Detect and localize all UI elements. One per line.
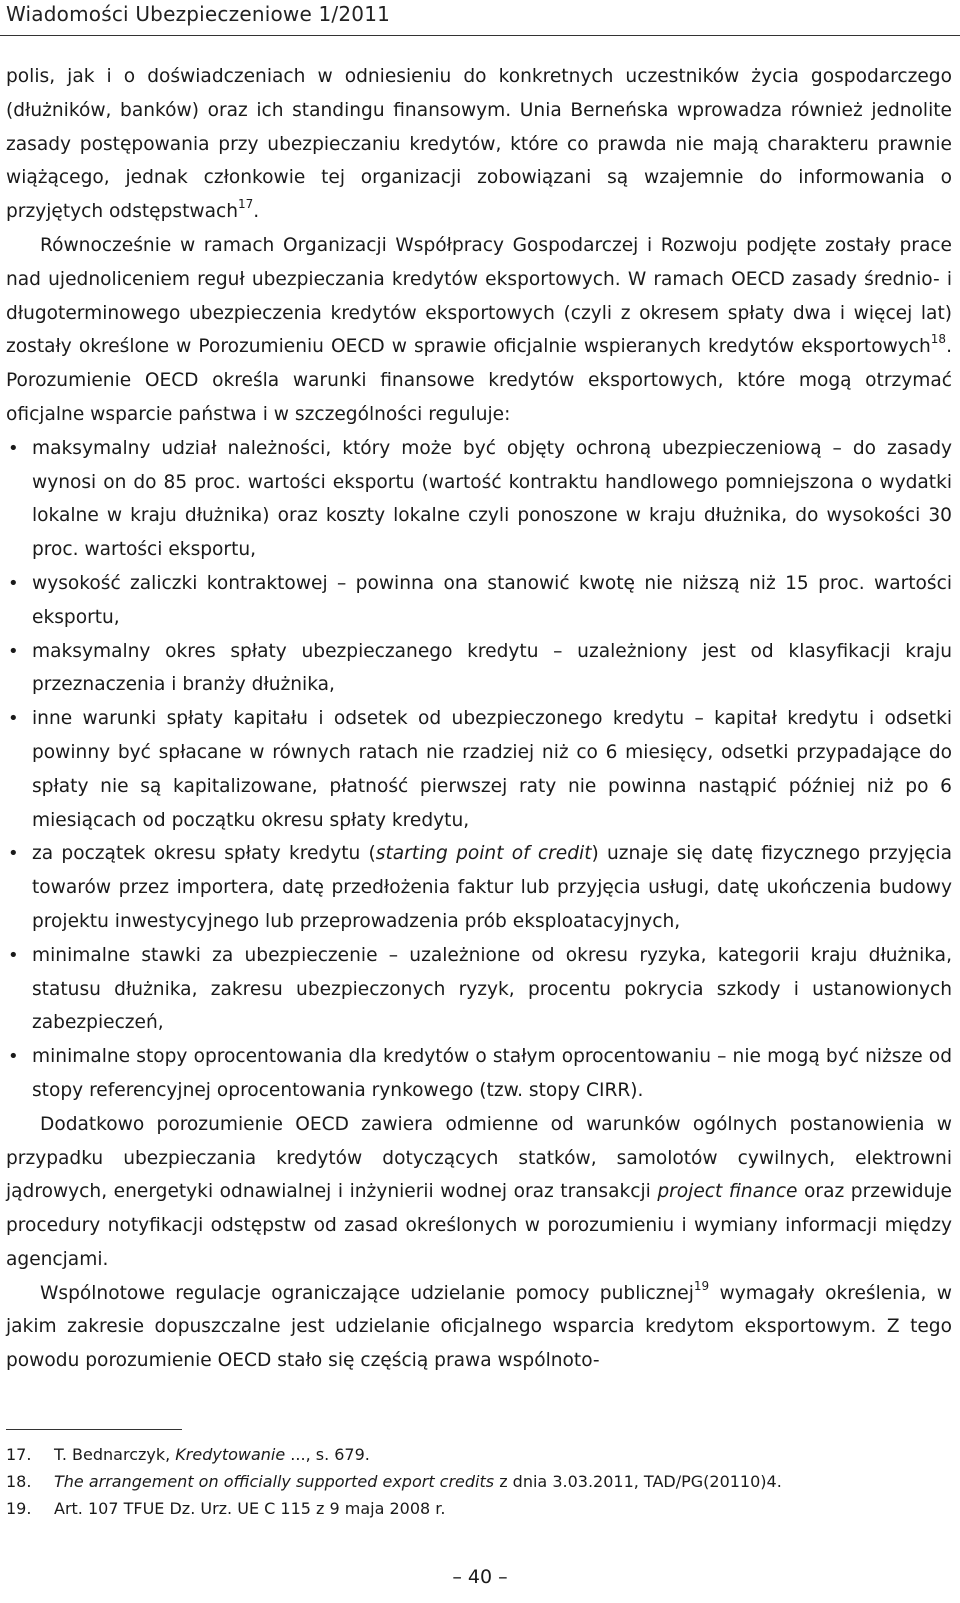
paragraph-3: Dodatkowo porozumienie OECD zawiera odmienne od warunków ogólnych postanowienia w przypadku ubezpieczania kredytów dotyczących statków, samolotów cywilnych, elektrowni jądrowych, energetyki odnawialnej i inżynierii wodnej oraz transakcji project finance oraz przewiduje procedury notyfikacji odstępstw od zasad określonych w porozumieniu i wymiany informacji między agencjami. (6, 1113, 952, 1270)
paragraph-4: Wspólnotowe regulacje ograniczające udzielanie pomocy publicznej$^{19}$ wymagały określenia, w jakim zakresie dopuszczalne jest udzielanie oficjalnego wsparcia kredytom eksportowym. Z tego powodu porozumienie OECD stało się częścią prawa wspólnoto- (6, 1278, 952, 1372)
bullet-icon: • (8, 708, 19, 730)
running-header: Wiadomości Ubezpieczeniowe 1/2011 (6, 2, 391, 26)
list-item: • maksymalny okres spłaty ubezpieczanego kredytu – uzależniony jest od klasyfikacji kraju przeznaczenia i branży dłużnika, (6, 635, 952, 703)
footnote-18: 18. The arrangement on officially supported export credits z dnia 3.03.2011, TAD/PG(20110)4. (6, 1472, 782, 1491)
bullet-icon: • (8, 944, 19, 966)
list-item: • wysokość zaliczki kontraktowej – powinna ona stanowić kwotę nie niższą niż 15 proc. wartości eksportu, (6, 567, 952, 635)
page-number: – 40 – (452, 1566, 508, 1588)
paragraph-2: Równocześnie w ramach Organizacji Współpracy Gospodarczej i Rozwoju podjęte zostały prace nad ujednoliceniem reguł ubezpieczania kredytów eksportowych. W ramach OECD zasady średnio- i długoterminowego ubezpieczenia kredytów eksportowych (czyli z okresem spłaty dwa i więcej lat) zostały określone w Porozumieniu OECD w sprawie oficjalnie wspieranych kredytów eksportowych$^{18}$. Porozumienie OECD określa warunki finansowe kredytów eksportowych, które mogą otrzymać oficjalne wsparcie państwa i w szczególności reguluje: (6, 234, 952, 425)
list-item: • minimalne stawki za ubezpieczenie – uzależnione od okresu ryzyka, kategorii kraju dłużnika, statusu dłużnika, zakresu ubezpieczonych ryzyk, procentu pokrycia szkody i ustanowionych zabezpieczeń, (6, 939, 952, 1040)
header-rule (0, 35, 960, 36)
footnote-17: 17. T. Bednarczyk, Kredytowanie ..., s. 679. (6, 1445, 370, 1464)
list-item: • maksymalny udział należności, który może być objęty ochroną ubezpieczeniową – do zasady wynosi on do 85 proc. wartości eksportu (wartość kontraktu handlowego pomniejszona o wydatki lokalne w kraju dłużnika) oraz koszty lokalne czyli ponoszone w kraju dłużnika, do wysokości 30 proc. wartości eksportu, (6, 432, 952, 567)
list-item: • inne warunki spłaty kapitału i odsetek od ubezpieczonego kredytu – kapitał kredytu i odsetki powinny być spłacane w równych ratach nie rzadziej niż co 6 miesięcy, odsetki przypadające do spłaty nie są kapitalizowane, płatność pierwszej raty nie powinna nastąpić później niż po 6 miesiącach od początku okresu spłaty kredytu, (6, 702, 952, 837)
footnote-rule (6, 1429, 182, 1430)
bullet-icon: • (8, 572, 19, 594)
bullet-icon: • (8, 1046, 19, 1068)
footnote-ref-19[interactable]: 19 (693, 1278, 710, 1293)
footnote-ref-17[interactable]: 17 (238, 197, 254, 212)
list-item: • za początek okresu spłaty kredytu (starting point of credit) uznaje się datę fizycznego przyjęcia towarów przez importera, datę przedłożenia faktur lub przyjęcia usługi, datę ukończenia budowy projektu inwestycyjnego lub przeprowadzenia prób eksploatacyjnych, (6, 837, 952, 938)
body-text (6, 60, 952, 1378)
bullet-icon: • (8, 437, 19, 459)
footnote-ref-18[interactable]: 18 (930, 332, 947, 347)
list-item: • minimalne stopy oprocentowania dla kredytów o stałym oprocentowaniu – nie mogą być niższe od stopy referencyjnej oprocentowania rynkowego (tzw. stopy CIRR). (6, 1040, 952, 1108)
regulation-list (6, 432, 952, 1108)
footnotes (6, 1441, 952, 1522)
bullet-icon: • (8, 843, 19, 865)
bullet-icon: • (8, 640, 19, 662)
footnote-19: 19. Art. 107 TFUE Dz. Urz. UE C 115 z 9 maja 2008 r. (6, 1499, 446, 1518)
paragraph-1: polis, jak i o doświadczeniach w odniesieniu do konkretnych uczestników życia gospodarczego (dłużników, banków) oraz ich standingu finansowym. Unia Berneńska wprowadza również jednolite zasady postępowania przy ubezpieczaniu kredytów, które co prawda nie mają charakteru prawnie wiążącego, jednak członkowie tej organizacji zobowiązani są wzajemnie do informowania o przyjętych odstępstwach$^{17}$. (6, 66, 952, 223)
